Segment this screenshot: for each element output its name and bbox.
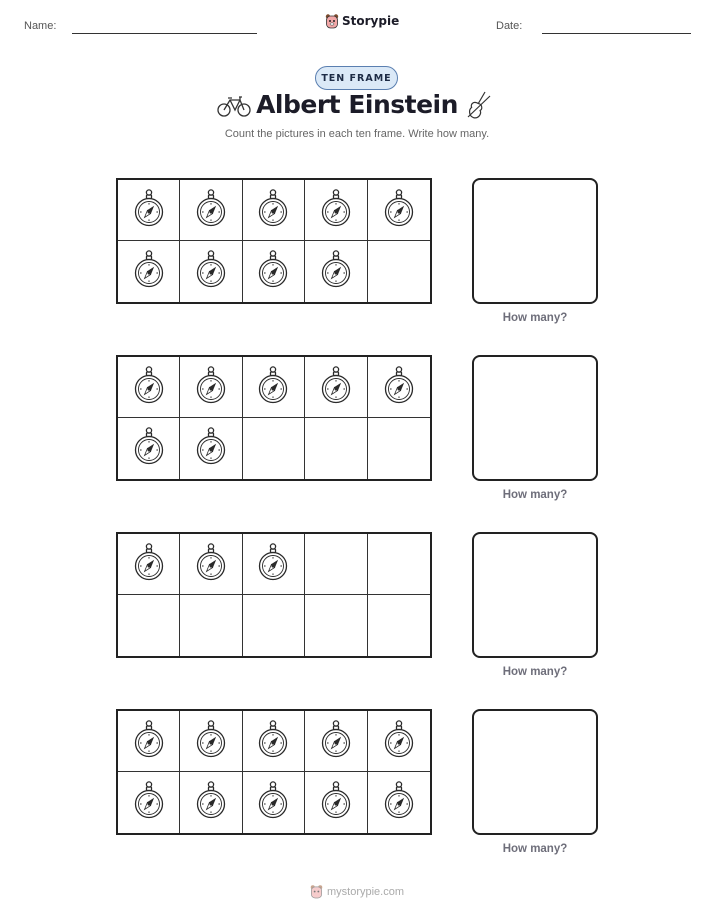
- frame-cell: [305, 418, 367, 479]
- footer: [0, 884, 714, 899]
- frame-cell: [368, 534, 430, 595]
- frame-cell: [180, 595, 242, 656]
- ten-frame-badge: TEN FRAME: [315, 66, 398, 90]
- frame-cell: [180, 241, 242, 302]
- compass-icon: [194, 188, 228, 233]
- frame-cell: [180, 534, 242, 595]
- name-line[interactable]: [72, 33, 257, 34]
- compass-icon: [132, 780, 166, 825]
- compass-icon: [382, 780, 416, 825]
- how-many-label-4: How many?: [502, 843, 568, 855]
- frame-cell: [180, 180, 242, 241]
- answer-box-2[interactable]: [472, 355, 598, 481]
- frame-cell: [118, 772, 180, 833]
- how-many-label-2: How many?: [502, 489, 568, 501]
- compass-icon: [382, 365, 416, 410]
- compass-icon: [194, 780, 228, 825]
- answer-box-1[interactable]: [472, 178, 598, 304]
- compass-icon: [256, 780, 290, 825]
- frame-cell: [180, 418, 242, 479]
- frame-cell: [118, 357, 180, 418]
- compass-icon: [132, 188, 166, 233]
- compass-icon: [132, 365, 166, 410]
- name-label: Name:: [24, 20, 57, 32]
- frame-cell: [368, 357, 430, 418]
- frame-cell: [305, 534, 367, 595]
- frame-cell: [243, 180, 305, 241]
- compass-icon: [319, 780, 353, 825]
- frame-cell: [243, 534, 305, 595]
- instructions: Count the pictures in each ten frame. Write how many.: [224, 128, 490, 140]
- frame-cell: [180, 772, 242, 833]
- frame-cell: [305, 241, 367, 302]
- compass-icon: [256, 249, 290, 294]
- compass-icon: [194, 719, 228, 764]
- frame-cell: [305, 357, 367, 418]
- frame-cell: [118, 180, 180, 241]
- compass-icon: [319, 365, 353, 410]
- compass-icon: [319, 719, 353, 764]
- answer-box-4[interactable]: [472, 709, 598, 835]
- compass-icon: [194, 249, 228, 294]
- frame-cell: [243, 357, 305, 418]
- page-title: Albert Einstein: [256, 90, 458, 119]
- compass-icon: [132, 426, 166, 471]
- brand-logo: [325, 13, 399, 29]
- date-line[interactable]: [542, 33, 691, 34]
- frame-cell: [305, 595, 367, 656]
- date-label: Date:: [496, 20, 523, 32]
- answer-box-3[interactable]: [472, 532, 598, 658]
- how-many-label-1: How many?: [502, 312, 568, 324]
- compass-icon: [256, 542, 290, 587]
- frame-cell: [243, 241, 305, 302]
- compass-icon: [194, 426, 228, 471]
- ten-frame-3: [116, 532, 432, 658]
- storypie-logo-icon: [325, 13, 339, 29]
- frame-cell: [368, 241, 430, 302]
- brand-name: Storypie: [342, 14, 400, 28]
- ten-frame-2: [116, 355, 432, 481]
- compass-icon: [319, 249, 353, 294]
- footer-site: mystorypie.com: [326, 885, 405, 898]
- compass-icon: [132, 719, 166, 764]
- ten-frame-1: [116, 178, 432, 304]
- frame-cell: [368, 180, 430, 241]
- frame-cell: [243, 772, 305, 833]
- compass-icon: [256, 719, 290, 764]
- frame-cell: [305, 772, 367, 833]
- frame-cell: [180, 711, 242, 772]
- frame-cell: [368, 418, 430, 479]
- frame-cell: [118, 418, 180, 479]
- compass-icon: [194, 542, 228, 587]
- frame-cell: [118, 595, 180, 656]
- frame-cell: [368, 595, 430, 656]
- frame-cell: [118, 241, 180, 302]
- compass-icon: [256, 188, 290, 233]
- frame-cell: [243, 711, 305, 772]
- compass-icon: [382, 719, 416, 764]
- frame-cell: [368, 711, 430, 772]
- storypie-logo-icon: [310, 884, 323, 899]
- frame-cell: [118, 711, 180, 772]
- frame-cell: [305, 711, 367, 772]
- compass-icon: [319, 188, 353, 233]
- compass-icon: [132, 542, 166, 587]
- frame-cell: [243, 418, 305, 479]
- frame-cell: [118, 534, 180, 595]
- compass-icon: [256, 365, 290, 410]
- frame-cell: [368, 772, 430, 833]
- violin-icon: [465, 90, 493, 122]
- ten-frame-4: [116, 709, 432, 835]
- compass-icon: [194, 365, 228, 410]
- frame-cell: [243, 595, 305, 656]
- compass-icon: [382, 188, 416, 233]
- compass-icon: [132, 249, 166, 294]
- frame-cell: [180, 357, 242, 418]
- frame-cell: [305, 180, 367, 241]
- how-many-label-3: How many?: [502, 666, 568, 678]
